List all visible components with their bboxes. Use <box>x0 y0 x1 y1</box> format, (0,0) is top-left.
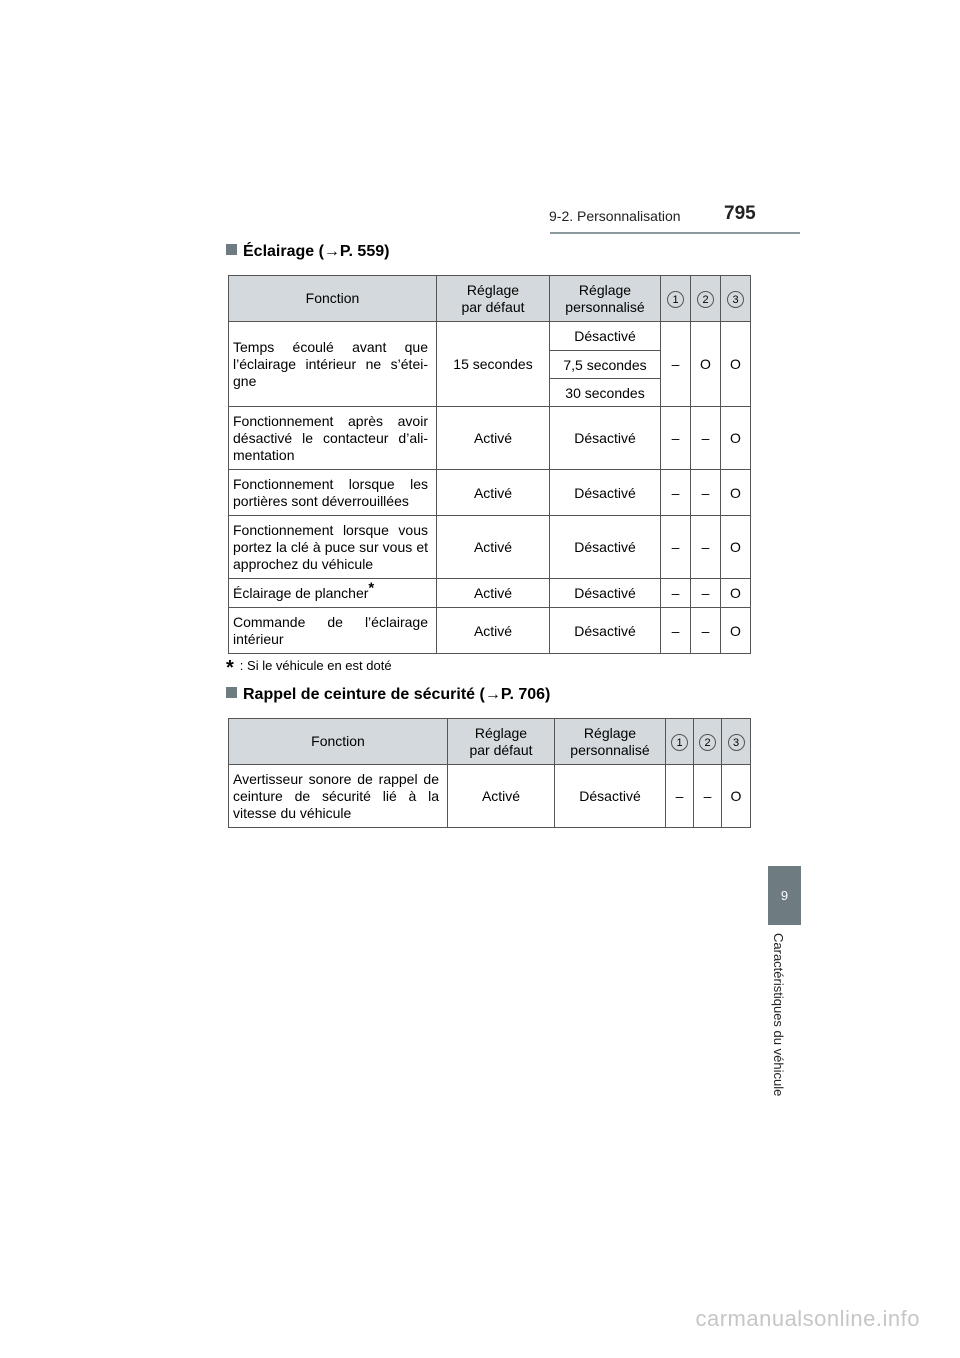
chapter-title: Caractéristiques du véhicule <box>771 933 786 1097</box>
method-1-cell: – <box>661 608 691 654</box>
custom-cell: Désactivé <box>550 470 661 516</box>
column-header-function: Fonction <box>229 719 448 765</box>
column-header-method-2: 2 <box>694 719 722 765</box>
table-row <box>229 579 751 608</box>
method-1-cell: – <box>661 579 691 608</box>
default-cell: Activé <box>437 470 550 516</box>
default-cell: Activé <box>437 608 550 654</box>
method-2-cell: – <box>691 608 721 654</box>
function-cell: Fonctionnement lorsque vous portez la clé à puce sur vous et approchez du véhicule <box>229 516 437 579</box>
custom-cell: 7,5 secondes <box>550 351 661 379</box>
column-header-custom: Réglage personnalisé <box>550 276 661 322</box>
method-2-cell: O <box>691 322 721 407</box>
table-row <box>229 470 751 516</box>
method-1-cell: – <box>661 407 691 470</box>
header-divider <box>550 232 800 234</box>
function-cell: Éclairage de plancher* <box>229 579 437 608</box>
custom-cell: Désactivé <box>550 407 661 470</box>
column-header-default: Réglage par défaut <box>437 276 550 322</box>
seatbelt-section-title: Rappel de ceinture de sécurité (→P. 706) <box>226 686 550 704</box>
method-1-cell: – <box>661 516 691 579</box>
method-2-cell: – <box>691 470 721 516</box>
column-header-method-1: 1 <box>661 276 691 322</box>
method-3-cell: O <box>721 516 751 579</box>
method-2-cell: – <box>691 516 721 579</box>
column-header-function: Fonction <box>229 276 437 322</box>
seatbelt-table <box>228 718 751 828</box>
footnote-star: * <box>226 657 234 679</box>
section-label: 9-2. Personnalisation <box>549 208 681 224</box>
chapter-number: 9 <box>780 888 789 903</box>
method-3-cell: O <box>721 407 751 470</box>
lighting-table <box>228 275 751 654</box>
page-header <box>0 0 960 240</box>
default-cell: 15 secondes <box>437 322 550 407</box>
footnote: * : Si le véhicule en est doté <box>226 657 392 679</box>
custom-cell: Désactivé <box>550 516 661 579</box>
column-header-method-2: 2 <box>691 276 721 322</box>
method-3-cell: O <box>721 322 751 407</box>
lighting-section-title: Éclairage (→P. 559) <box>226 243 389 261</box>
default-cell: Activé <box>448 765 555 828</box>
page-number: 795 <box>724 203 756 224</box>
square-bullet-icon <box>226 244 237 255</box>
square-bullet-icon <box>226 687 237 698</box>
custom-cell: Désactivé <box>550 579 661 608</box>
method-2-cell: – <box>691 579 721 608</box>
method-2-cell: – <box>691 407 721 470</box>
method-1-cell: – <box>661 322 691 407</box>
watermark: carmanualsonline.info <box>695 1306 920 1331</box>
custom-cell: 30 secondes <box>550 379 661 407</box>
method-2-cell: – <box>694 765 722 828</box>
method-3-cell: O <box>721 579 751 608</box>
function-cell: Fonctionnement après avoir désactivé le contacteur d’ali-mentation <box>229 407 437 470</box>
custom-cell: Désactivé <box>555 765 666 828</box>
default-cell: Activé <box>437 579 550 608</box>
column-header-method-1: 1 <box>666 719 694 765</box>
table-row <box>229 608 751 654</box>
column-header-custom: Réglage personnalisé <box>555 719 666 765</box>
method-3-cell: O <box>722 765 751 828</box>
function-cell: Fonctionnement lorsque les portières sont déverrouillées <box>229 470 437 516</box>
chapter-tab <box>768 866 801 925</box>
custom-cell: Désactivé <box>550 322 661 351</box>
default-cell: Activé <box>437 407 550 470</box>
method-1-cell: – <box>666 765 694 828</box>
footnote-mark: * <box>368 578 375 596</box>
function-cell: Temps écoulé avant que l’éclairage intérieur ne s’étei-gne <box>229 322 437 407</box>
custom-cell: Désactivé <box>550 608 661 654</box>
function-cell: Commande de l’éclairage intérieur <box>229 608 437 654</box>
default-cell: Activé <box>437 516 550 579</box>
method-1-cell: – <box>661 470 691 516</box>
function-cell: Avertisseur sonore de rappel de ceinture de sécurité lié à la vitesse du véhicule <box>229 765 448 828</box>
table-row <box>229 322 751 351</box>
method-3-cell: O <box>721 470 751 516</box>
table-row <box>229 765 751 828</box>
column-header-default: Réglage par défaut <box>448 719 555 765</box>
table-header-row <box>229 719 751 765</box>
column-header-method-3: 3 <box>721 276 751 322</box>
table-header-row <box>229 276 751 322</box>
table-row <box>229 407 751 470</box>
table-row <box>229 516 751 579</box>
method-3-cell: O <box>721 608 751 654</box>
column-header-method-3: 3 <box>722 719 751 765</box>
